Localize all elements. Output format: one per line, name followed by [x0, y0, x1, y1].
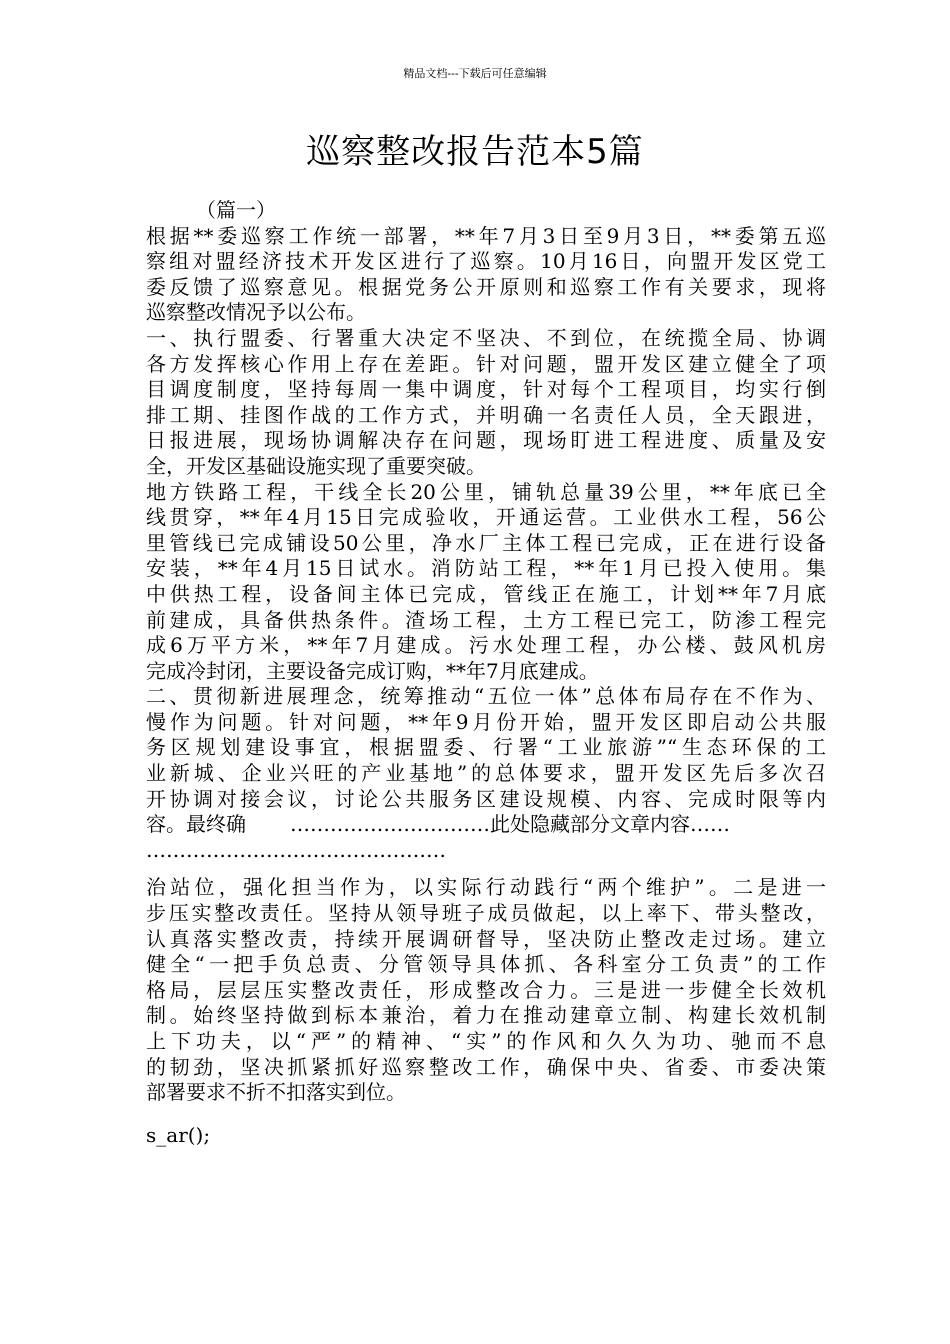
- hidden-content-dots: ………………………………………: [146, 837, 446, 862]
- page-header-note: 精品文档---下载后可任意编辑: [403, 67, 547, 80]
- paragraph-line: 排工期、挂图作战的工作方式，并明确一名责任人员，全天跟进，: [146, 402, 826, 427]
- paragraph-line: 完成冷封闭，主要设备完成订购，**年7月底建成。: [146, 658, 599, 683]
- paragraph-line: 线贯穿，**年4月15日完成验收，开通运营。工业供水工程，56公: [146, 505, 826, 530]
- paragraph-line: 格局，层层压实整改责任，形成整改合力。三是进一步健全长效机: [146, 977, 826, 1002]
- paragraph-line: 的韧劲，坚决抓紧抓好巡察整改工作，确保中央、省委、市委决策: [146, 1054, 826, 1079]
- paragraph-line: 开协调对接会议，讨论公共服务区建设规模、内容、完成时限等内: [146, 786, 826, 811]
- paragraph-line: 里管线已完成铺设50公里，净水厂主体工程已完成，正在进行设备: [146, 530, 826, 555]
- paragraph-line: 中供热工程，设备间主体已完成，管线正在施工，计划**年7月底: [146, 581, 826, 606]
- document-title: 巡察整改报告范本5篇: [306, 132, 644, 172]
- paragraph-line: 根据**委巡察工作统一部署，**年7月3日至9月3日，**委第五巡: [146, 223, 826, 248]
- hidden-line-prefix: 容。最终确: [146, 812, 246, 837]
- paragraph-line: 治站位，强化担当作为，以实际行动践行“两个维护”。二是进一: [146, 875, 826, 900]
- paragraph-line: 部署要求不折不扣落实到位。: [146, 1080, 406, 1105]
- paragraph-line: 日报进展，现场协调解决存在问题，现场盯进工程进度、质量及安: [146, 428, 826, 453]
- paragraph-line: 认真落实整改责，持续开展调研督导，坚决防止整改走过场。建立: [146, 926, 826, 951]
- paragraph-line: 各方发挥核心作用上存在差距。针对问题，盟开发区建立健全了项: [146, 351, 826, 376]
- paragraph-line: 目调度制度，坚持每周一集中调度，针对每个工程项目，均实行倒: [146, 377, 826, 402]
- paragraph-line: 务区规划建设事宜，根据盟委、行署“工业旅游”“生态环保的工: [146, 735, 826, 760]
- paragraph-line: 全，开发区基础设施实现了重要突破。: [146, 453, 486, 478]
- paragraph-line: 二、贯彻新进展理念，统筹推动“五位一体”总体布局存在不作为、: [146, 684, 826, 709]
- paragraph-spacer: [146, 863, 826, 875]
- hidden-content-marker: …………………………此处隐藏部分文章内容……: [290, 812, 730, 837]
- paragraph-line: 委反馈了巡察意见。根据党务公开原则和巡察工作有关要求，现将: [146, 274, 826, 299]
- paragraph-line: 步压实整改责任。坚持从领导班子成员做起，以上率下、带头整改，: [146, 901, 826, 926]
- paragraph-line: 制。始终坚持做到标本兼治，着力在推动建章立制、构建长效机制: [146, 1003, 826, 1028]
- paragraph-line: 一、执行盟委、行署重大决定不坚决、不到位，在统揽全局、协调: [146, 325, 826, 350]
- section-label: （篇一）: [196, 198, 276, 222]
- hidden-content-line: [146, 812, 826, 838]
- paragraph-line: 地方铁路工程，干线全长20公里，铺轨总量39公里，**年底已全: [146, 479, 826, 504]
- paragraph-line: 健全“一把手负总责、分管领导具体抓、各科室分工负责”的工作: [146, 952, 826, 977]
- paragraph-line: 前建成，具备供热条件。渣场工程，土方工程已完工，防渗工程完: [146, 607, 826, 632]
- paragraph-line: 业新城、企业兴旺的产业基地”的总体要求，盟开发区先后多次召: [146, 761, 826, 786]
- paragraph-line: 安装，**年4月15日试水。消防站工程，**年1月已投入使用。集: [146, 556, 826, 581]
- code-snippet: s_ar();: [146, 1123, 211, 1147]
- document-body: [146, 198, 826, 1106]
- paragraph-line: 巡察整改情况予以公布。: [146, 300, 366, 325]
- paragraph-line: 上下功夫，以“严”的精神、“实”的作风和久久为功、驰而不息: [146, 1029, 826, 1053]
- paragraph-line: 察组对盟经济技术开发区进行了巡察。10月16日，向盟开发区党工: [146, 249, 826, 274]
- paragraph-line: 成6万平方米，**年7月建成。污水处理工程，办公楼、鼓风机房: [146, 633, 826, 658]
- paragraph-line: 慢作为问题。针对问题，**年9月份开始，盟开发区即启动公共服: [146, 709, 826, 734]
